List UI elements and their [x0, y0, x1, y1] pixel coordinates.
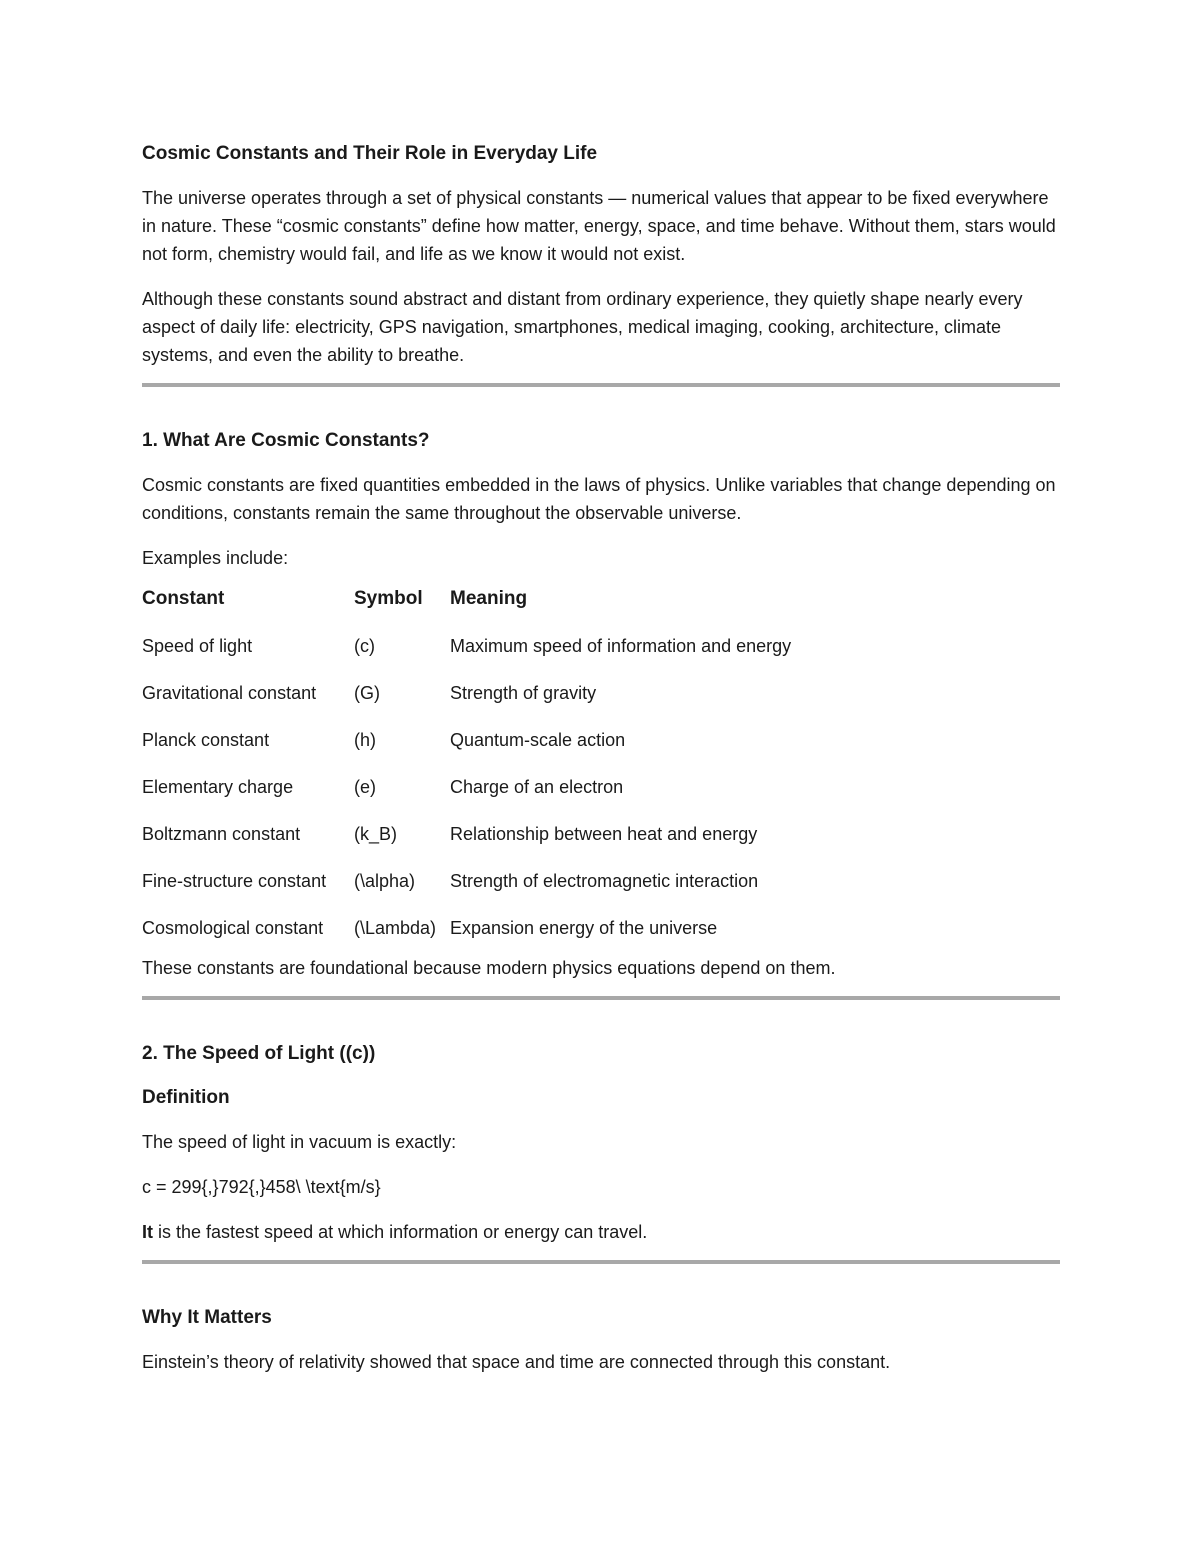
document-title: Cosmic Constants and Their Role in Everyday Life [142, 143, 598, 164]
table-cell-constant: Fine-structure constant [142, 871, 327, 891]
definition-lead-word: It [142, 1222, 153, 1242]
table-cell-meaning: Strength of electromagnetic interaction [450, 871, 759, 891]
section-2-heading: 2. The Speed of Light ((c)) [142, 1043, 376, 1064]
intro-paragraph-2: Although these constants sound abstract and distant from ordinary experience, they quietly shape nearly every aspect of daily life: electricity, GPS navigation, smartphones, medical imaging, cooking, architecture, climate systems, and even the ability to breathe. [142, 289, 1023, 365]
table-cell-constant: Planck constant [142, 730, 270, 750]
table-cell-constant: Speed of light [142, 636, 253, 656]
table-row [142, 683, 1060, 730]
table-cell-symbol: (h) [354, 730, 376, 750]
table-header-symbol: Symbol [354, 588, 423, 609]
table-cell-symbol: (k_B) [354, 824, 398, 844]
table-cell-meaning: Expansion energy of the universe [450, 918, 718, 938]
table-header-constant: Constant [142, 588, 225, 609]
table-row [142, 636, 1060, 683]
table-cell-symbol: (e) [354, 777, 376, 797]
definition-heading: Definition [142, 1087, 230, 1108]
intro-paragraph-1: The universe operates through a set of physical constants — numerical values that appear to be fixed everywhere in nature. These “cosmic constants” define how matter, energy, space, and time behave. Without them, stars would not form, chemistry would fail, and life as we know it would not exist. [142, 188, 1056, 264]
section-1-paragraph: Cosmic constants are fixed quantities embedded in the laws of physics. Unlike variables that change depending on conditions, constants remain the same throughout the observable universe. [142, 475, 1056, 523]
definition-rest: is the fastest speed at which information or energy can travel. [153, 1222, 648, 1242]
speed-of-light-formula: c = 299{,}792{,}458\ \text{m/s} [142, 1177, 381, 1197]
why-it-matters-paragraph: Einstein’s theory of relativity showed that space and time are connected through this constant. [142, 1352, 891, 1372]
section-divider [142, 996, 1060, 1000]
table-cell-constant: Gravitational constant [142, 683, 317, 703]
examples-label: Examples include: [142, 548, 289, 568]
table-row [142, 918, 1060, 952]
table-cell-meaning: Maximum speed of information and energy [450, 636, 792, 656]
section-divider [142, 383, 1060, 387]
table-row [142, 824, 1060, 871]
table-row [142, 730, 1060, 777]
table-cell-meaning: Quantum-scale action [450, 730, 626, 750]
table-cell-constant: Cosmological constant [142, 918, 324, 938]
table-row [142, 777, 1060, 824]
table-cell-meaning: Charge of an electron [450, 777, 624, 797]
table-cell-meaning: Strength of gravity [450, 683, 597, 703]
constants-table [142, 588, 1060, 952]
table-cell-symbol: (c) [354, 636, 375, 656]
table-cell-meaning: Relationship between heat and energy [450, 824, 758, 844]
table-cell-constant: Boltzmann constant [142, 824, 301, 844]
table-header-meaning: Meaning [450, 588, 528, 609]
document-page [142, 140, 1060, 1393]
table-cell-constant: Elementary charge [142, 777, 294, 797]
definition-paragraph-2 [142, 1218, 1060, 1246]
section-1-heading: 1. What Are Cosmic Constants? [142, 430, 430, 451]
why-it-matters-heading: Why It Matters [142, 1307, 272, 1328]
definition-paragraph: The speed of light in vacuum is exactly: [142, 1132, 457, 1152]
table-cell-symbol: (G) [354, 683, 380, 703]
table-cell-symbol: (\alpha) [354, 871, 416, 891]
table-header-row [142, 588, 1060, 636]
section-1-closing: These constants are foundational because modern physics equations depend on them. [142, 958, 836, 978]
table-row [142, 871, 1060, 918]
table-cell-symbol: (\Lambda) [354, 918, 437, 938]
section-divider [142, 1260, 1060, 1264]
